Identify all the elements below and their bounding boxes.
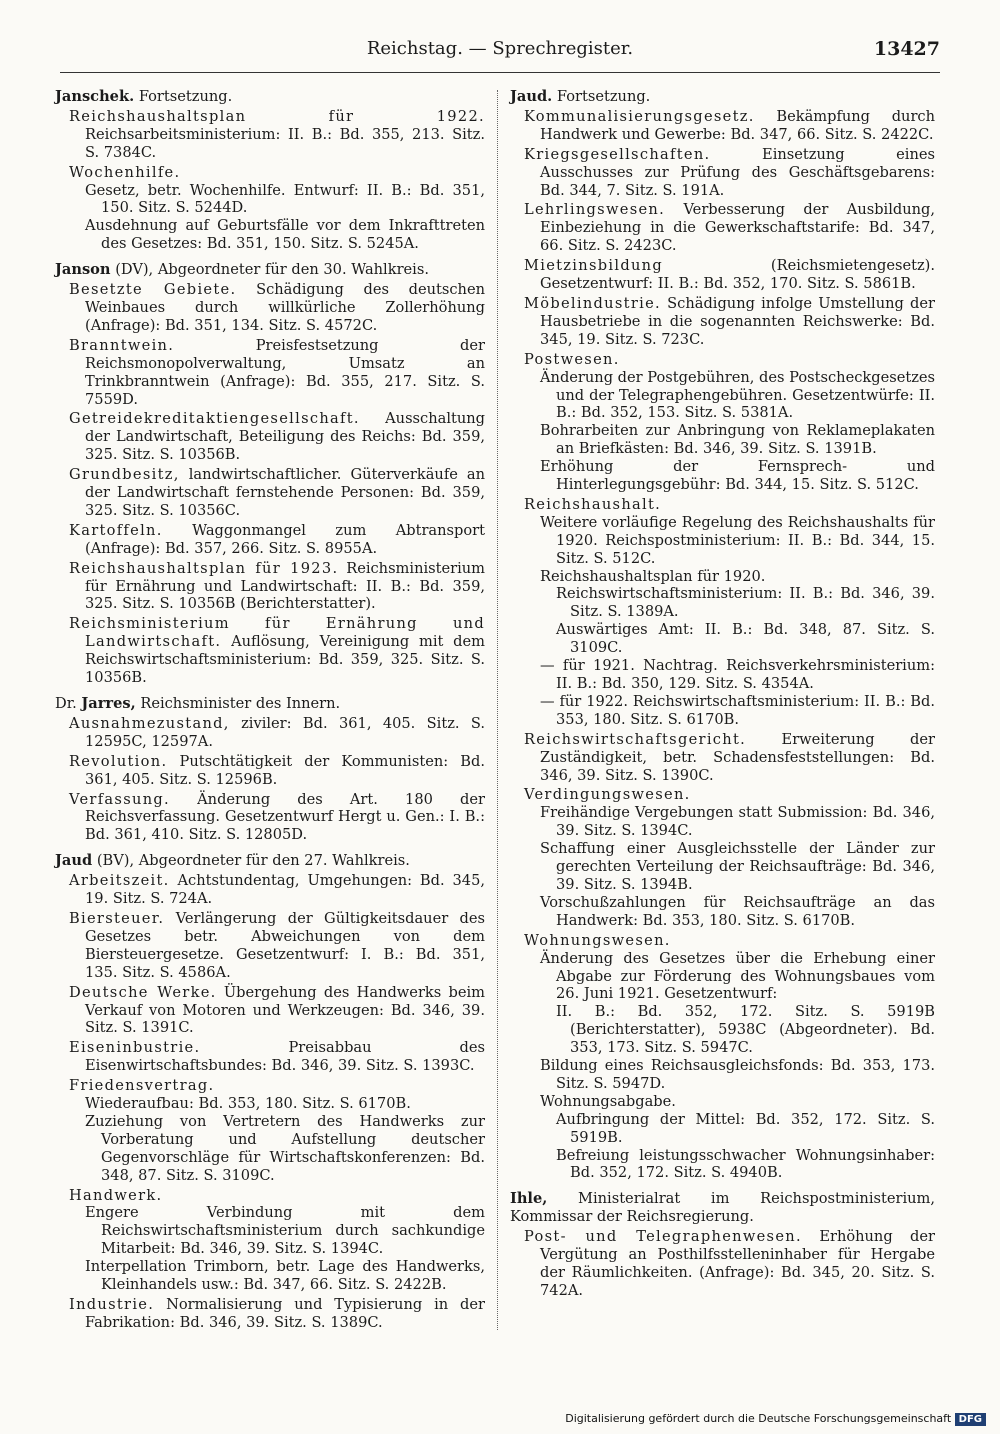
topic-reference: Auflösung, Vereinigung mit dem Reichswirtschaftsministerium: Bd. 359, 325. Sitz. S. 10356B.	[85, 633, 485, 687]
subtopic-line: — für 1922. Reichswirtschaftsministerium: II. B.: Bd. 353, 180. Sitz. S. 6170B.	[540, 692, 935, 728]
topic-line	[69, 790, 485, 845]
topic-title: Kommunalisierungsgesetz.	[524, 107, 755, 125]
topic-reference: Verbesserung der Ausbildung, Einbeziehung in die Gewerkschaftstarife: Bd. 347, 66. Sitz. S. 2423C.	[540, 201, 936, 255]
topic-reference: Reichsministerium für Ernährung und Landwirtschaft: II. B.: Bd. 359, 325. Sitz. S. 10356B (Berichterstatter).	[85, 559, 486, 613]
topic-title: Branntwein.	[69, 336, 175, 354]
right-column	[510, 88, 935, 1308]
subtopic-line: Erhöhung der Fernsprech- und Hinterlegungsgebühr: Bd. 344, 15. Sitz. S. 512C.	[540, 458, 935, 494]
topic-line	[69, 410, 485, 464]
topic-title: Industrie.	[69, 1296, 155, 1313]
subtopic-line: Wohnungsabgabe.	[540, 1092, 676, 1110]
topic-reference: Einsetzung eines Ausschusses zur Prüfung des Geschäftsgebarens: Bd. 344, 7. Sitz. S. 191A.	[540, 145, 935, 199]
left-column	[55, 88, 485, 1340]
footer	[565, 1412, 986, 1426]
topic-reference: landwirtschaftlicher. Güterverkäufe an der Landwirtschaft fernstehende Personen: Bd. 359, 325. Sitz. S. 10356C.	[85, 466, 485, 519]
topic-line	[524, 145, 935, 200]
topic-line	[524, 201, 936, 255]
page-number: 13427	[873, 38, 940, 60]
topic-title: Revolution.	[69, 752, 168, 770]
topic-reference: Verlängerung der Gültigkeitsdauer des Gesetzes betr. Abweichungen von dem Biersteuergesetze. Gesetzentwurf: I. B.: Bd. 351, 135. Sitz. S. 4586A.	[85, 909, 486, 981]
speaker-name: Ihle,	[510, 1190, 548, 1208]
topic-reference: Erhöhung der Vergütung an Posthilfsstelleninhaber für Hergabe der Räumlichkeiten. (Anfrage): Bd. 345, 20. Sitz. S. 742A.	[540, 1228, 935, 1299]
subsubtopic-line: Aufbringung der Mittel: Bd. 352, 172. Sitz. S. 5919B.	[556, 1110, 935, 1146]
topic-reference: Ausschaltung der Landwirtschaft, Beteiligung des Reichs: Bd. 359, 325. Sitz. S. 10356B.	[85, 410, 485, 464]
speaker-name: Jarres,	[81, 695, 136, 712]
topic-reference: Preisabbau des Eisenwirtschaftsbundes: Bd. 346, 39. Sitz. S. 1393C.	[85, 1039, 486, 1075]
subtopic-line: Interpellation Trimborn, betr. Lage des Handwerks, Kleinhandels usw.: Bd. 347, 66. Sitz. S. 2422B.	[85, 1258, 485, 1294]
topic-title: Wohnungswesen.	[524, 931, 671, 949]
topic-reference: Normalisierung und Typisierung in der Fabrikation: Bd. 346, 39. Sitz. S. 1389C.	[85, 1296, 485, 1331]
subtopic-line: Weitere vorläufige Regelung des Reichshaushalts für 1920. Reichspostministerium: II. B.: Bd. 344, 15. Sitz. S. 512C.	[540, 513, 935, 567]
register-entry	[510, 88, 935, 1182]
name-prefix: Dr.	[55, 695, 82, 712]
subtopic-line: Freihändige Vergebungen statt Submission: Bd. 346, 39. Sitz. S. 1394C.	[540, 804, 935, 840]
speaker-description: Fortsetzung.	[138, 88, 233, 105]
entry-head	[55, 88, 485, 106]
topic-title: Besetzte Gebiete.	[69, 281, 237, 299]
register-entry	[510, 1190, 935, 1299]
subtopic-line: Änderung der Postgebühren, des Postscheckgesetzes und der Telegraphengebühren. Gesetzentwürfe: II. B.: Bd. 352, 153. Sitz. S. 5381A.	[540, 368, 936, 422]
topic-line	[69, 336, 485, 409]
speaker-description: Fortsetzung.	[556, 88, 651, 105]
register-entry	[55, 88, 485, 253]
page-header	[60, 38, 940, 68]
topic-title: Reichshaushaltsplan für 1922.	[69, 107, 485, 125]
topic-title: Verfassung.	[69, 790, 170, 808]
topic-title: Reichshaushaltsplan für 1923.	[69, 559, 339, 577]
running-title: Reichstag. — Sprechregister.	[366, 38, 634, 59]
topic-title: Kriegsgesellschaften.	[524, 145, 711, 163]
speaker-name: Jaud	[55, 852, 93, 870]
topic-title: Postwesen.	[524, 350, 620, 368]
register-entry	[55, 695, 485, 844]
topic-line	[524, 931, 935, 950]
topic-title: Handwerk.	[69, 1186, 163, 1204]
topic-line	[69, 559, 486, 614]
subtopic-line: Bildung eines Reichsausgleichsfonds: Bd. 353, 173. Sitz. S. 5947D.	[540, 1057, 935, 1092]
topic-title: Mietzinsbildung	[524, 257, 664, 275]
topic-title: Reichsministerium für Ernährung und Landwirtschaft.	[69, 615, 485, 651]
topic-line	[524, 350, 935, 369]
topic-title: Wochenhilfe.	[69, 163, 181, 181]
subtopic-line: Zuziehung von Vertretern des Handwerks zur Vorberatung und Aufstellung deutscher Gegenvorschläge für Wirtschaftskonferenzen: Bd. 348, 87. Sitz. S. 3109C.	[85, 1112, 485, 1184]
topic-title: Deutsche Werke.	[69, 983, 217, 1001]
topic-reference: Preisfestsetzung der Reichsmonopolverwaltung, Umsatz an Trinkbranntwein (Anfrage): Bd. 355, 217. Sitz. S. 7559D.	[85, 336, 485, 408]
topic-title: Biersteuer.	[69, 909, 165, 927]
subtopic-line: Schaffung einer Ausgleichsstelle der Länder zur gerechten Verteilung der Reichsaufträge: Bd. 346, 39. Sitz. S. 1394B.	[540, 840, 935, 893]
subsubtopic-line: Auswärtiges Amt: II. B.: Bd. 348, 87. Sitz. S. 3109C.	[556, 621, 935, 657]
subtopic-line: Vorschußzahlungen für Reichsaufträge an das Handwerk: Bd. 353, 180. Sitz. S. 6170B.	[540, 893, 935, 929]
topic-line	[524, 495, 935, 514]
topic-reference: Achtstundentag, Umgehungen: Bd. 345, 19. Sitz. S. 724A.	[85, 872, 486, 908]
topic-line	[69, 752, 485, 789]
topic-line	[69, 521, 485, 558]
subsubtopic-line: II. B.: Bd. 352, 172. Sitz. S. 5919B (Berichterstatter), 5938C (Abgeordneter). Bd. 353, 173. Sitz. S. 5947C.	[556, 1003, 935, 1057]
topic-reference: (Reichsmietengesetz). Gesetzentwurf: II. B.: Bd. 352, 170. Sitz. S. 5861B.	[540, 257, 935, 293]
topic-title: Verdingungswesen.	[524, 786, 691, 804]
topic-line	[69, 1039, 486, 1075]
speaker-description: Reichsminister des Innern.	[140, 695, 341, 712]
speaker-description: (DV), Abgeordneter für den 30. Wahlkreis.	[115, 261, 429, 279]
speaker-name: Janson	[55, 261, 111, 279]
entry-head	[55, 261, 485, 279]
topic-title: Kartoffeln.	[69, 521, 163, 539]
topic-reference: ziviler: Bd. 361, 405. Sitz. S. 12595C, 12597A.	[85, 714, 486, 750]
topic-line	[69, 1077, 485, 1095]
subsubtopic-line: Befreiung leistungsschwacher Wohnungsinhaber: Bd. 352, 172. Sitz. S. 4940B.	[556, 1146, 935, 1182]
subtopic-line: Änderung des Gesetzes über die Erhebung einer Abgabe zur Förderung des Wohnungsbaues vom 26. Juni 1921. Gesetzentwurf:	[540, 949, 935, 1003]
column-divider	[497, 90, 498, 1330]
topic-line	[69, 466, 485, 520]
entry-head	[55, 852, 485, 870]
subtopic-line: Wiederaufbau: Bd. 353, 180. Sitz. S. 6170B.	[85, 1095, 411, 1113]
topic-reference: Reichsarbeitsministerium: II. B.: Bd. 355, 213. Sitz. S. 7384C.	[85, 125, 485, 161]
topic-line	[69, 615, 485, 687]
speaker-description: Ministerialrat im Reichspostministerium, Kommissar der Reichsregierung.	[510, 1190, 935, 1226]
topic-reference: Waggonmangel zum Abtransport (Anfrage): Bd. 357, 266. Sitz. S. 8955A.	[85, 521, 485, 557]
topic-title: Eiseninbustrie.	[69, 1039, 201, 1057]
subsubtopic-line: Reichswirtschaftsministerium: II. B.: Bd. 346, 39. Sitz. S. 1389A.	[556, 585, 935, 621]
subtopic-line: — für 1921. Nachtrag. Reichsverkehrsministerium: II. B.: Bd. 350, 129. Sitz. S. 4354A.	[540, 657, 935, 692]
topic-line	[524, 294, 935, 349]
topic-reference: Übergehung des Handwerks beim Verkauf von Motoren und Werkzeugen: Bd. 346, 39. Sitz. S. 1391C.	[85, 983, 485, 1037]
topic-line	[524, 257, 935, 293]
header-rule	[60, 72, 940, 73]
topic-line	[69, 983, 485, 1038]
topic-line	[524, 107, 935, 144]
topic-title: Post- und Telegraphenwesen.	[524, 1228, 802, 1246]
topic-line	[524, 730, 936, 785]
topic-reference: Änderung des Art. 180 der Reichsverfassung. Gesetzentwurf Hergt u. Gen.: I. B.: Bd. 361, 410. Sitz. S. 12805D.	[85, 790, 485, 844]
subtopic-line: Reichshaushaltsplan für 1920.	[540, 567, 766, 585]
topic-reference: Schädigung des deutschen Weinbaues durch willkürliche Zollerhöhung (Anfrage): Bd. 351, 134. Sitz. S. 4572C.	[85, 281, 485, 334]
entry-head	[55, 695, 485, 713]
topic-line	[69, 909, 486, 982]
topic-title: Lehrlingswesen.	[524, 201, 666, 219]
topic-line	[69, 872, 486, 908]
topic-line	[69, 1186, 485, 1205]
topic-title: Arbeitszeit.	[69, 872, 170, 890]
register-entry	[55, 261, 485, 687]
topic-title: Grundbesitz,	[69, 466, 180, 484]
speaker-description: (BV), Abgeordneter für den 27. Wahlkreis.	[96, 852, 410, 870]
subtopic-line: Ausdehnung auf Geburtsfälle vor dem Inkrafttreten des Gesetzes: Bd. 351, 150. Sitz. S. 5245A.	[85, 217, 485, 253]
topic-reference: Putschtätigkeit der Kommunisten: Bd. 361, 405. Sitz. S. 12596B.	[85, 752, 485, 788]
topic-line	[524, 786, 935, 804]
register-entry	[55, 852, 485, 1332]
topic-line	[69, 163, 485, 182]
topic-title: Möbelindustrie.	[524, 294, 661, 312]
entry-head	[510, 1190, 935, 1226]
subtopic-line: Gesetz, betr. Wochenhilfe. Entwurf: II. B.: Bd. 351, 150. Sitz. S. 5244D.	[85, 181, 485, 217]
topic-line	[524, 1228, 935, 1300]
topic-title: Friedensvertrag.	[69, 1077, 215, 1095]
subtopic-line: Engere Verbindung mit dem Reichswirtschaftsministerium durch sachkundige Mitarbeit: Bd. 346, 39. Sitz. S. 1394C.	[85, 1204, 485, 1258]
topic-reference: Erweiterung der Zuständigkeit, betr. Schadensfeststellungen: Bd. 346, 39. Sitz. S. 1390C.	[540, 730, 936, 784]
speaker-name: Jaud.	[510, 88, 553, 105]
topic-line	[69, 107, 485, 162]
topic-line	[69, 281, 485, 335]
subtopic-line: Bohrarbeiten zur Anbringung von Reklameplakaten an Briefkästen: Bd. 346, 39. Sitz. S. 1391B.	[540, 422, 935, 458]
speaker-name: Janschek.	[55, 88, 135, 105]
topic-line	[69, 714, 486, 751]
topic-title: Getreidekreditaktiengesellschaft.	[69, 410, 360, 428]
topic-reference: Bekämpfung durch Handwerk und Gewerbe: Bd. 347, 66. Sitz. S. 2422C.	[540, 107, 935, 143]
topic-title: Reichswirtschaftsgericht.	[524, 730, 747, 748]
topic-title: Ausnahmezustand,	[69, 714, 230, 732]
footer-text: Digitalisierung gefördert durch die Deutsche Forschungsgemeinschaft	[565, 1412, 952, 1425]
topic-title: Reichshaushalt.	[524, 495, 662, 513]
entry-head	[510, 88, 935, 106]
dfg-logo: DFG	[955, 1413, 986, 1426]
topic-reference: Schädigung infolge Umstellung der Hausbetriebe in die sogenannten Reichswerke: Bd. 345, 19. Sitz. S. 723C.	[540, 294, 935, 348]
topic-line	[69, 1296, 485, 1332]
